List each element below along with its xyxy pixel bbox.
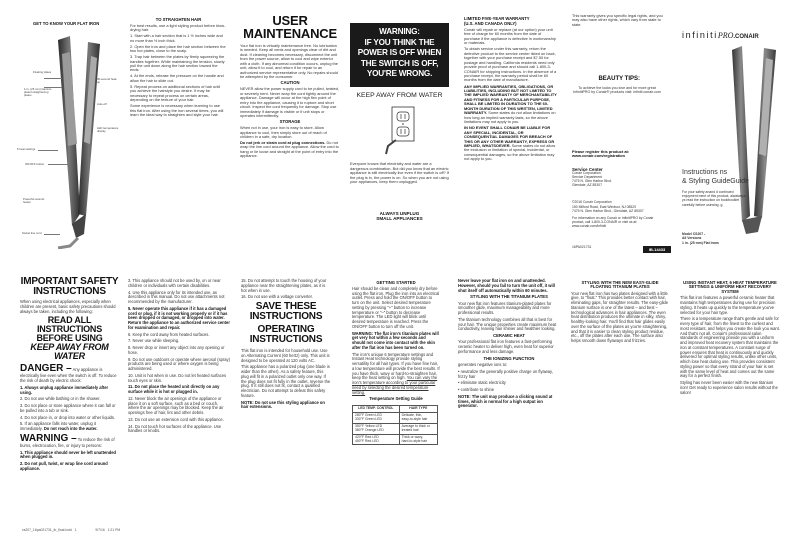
paragraph bbox=[128, 397, 230, 416]
text-run: CAUTION bbox=[280, 80, 300, 86]
straighten-hair-section bbox=[130, 16, 227, 119]
paragraph bbox=[20, 397, 119, 402]
text-run: 5. Repeat process on additional sections of hair until you achieve the hairstyle you desire. It may be necessary to repeat process on certain areas, depending on the texture of your hair. bbox=[130, 83, 221, 103]
text-run: 1. Start with a hair section that is 1 ½ inches wide and no more than ½ inch thick. bbox=[130, 33, 223, 43]
text-run: • contribute to shine bbox=[458, 387, 495, 393]
register-text: Please register this product at: www.conair.com/registration bbox=[572, 149, 630, 159]
text-run: 3. Trap hair between the plates by firmly squeezing the handles together. While maintaining the tension, slowly pull the unit down along the hair section toward the ends. bbox=[130, 54, 225, 73]
maintenance-title-1: USER bbox=[272, 13, 308, 28]
warning-line: IF YOU THINK THE bbox=[364, 37, 435, 47]
paragraph bbox=[130, 74, 227, 83]
table-header: LED TEMP. CONTROL bbox=[353, 406, 400, 413]
table-cell bbox=[353, 423, 400, 434]
text-run: There is a temperature range that's gentle and safe for every type of hair, from the finest to the curliest and most resistant, and helps you create the look you want. And that's not all. Conair's professional salon standards of engineering provide you with a uniform and improved heat recovery system that maintains the iron at constant temperatures. A constant surge of power ensures that heat is continuously and quickly delivered for optimal styling results, unlike other units, which lose heat during use. This provides consistent styling power so that every strand of your hair is set with the same level of heat and comes out the same way for a perfect finish. bbox=[680, 316, 780, 379]
paragraph bbox=[464, 47, 558, 83]
text-run: IN NO EVENT SHALL CONAIR BE LIABLE FOR ANY SPECIAL, INCIDENTAL, OR CONSEQUENTIAL DAMAGES FOR BREACH OF THIS OR ANY OTHER WARRANTY, EXPRESS OR IMPLIED, WHATSOEVER. bbox=[464, 125, 555, 149]
paragraph bbox=[128, 339, 230, 344]
section-heading bbox=[680, 281, 780, 295]
easy-glide-section bbox=[571, 279, 669, 346]
text-run: Some states do not allow limitations on how long an implied warranty lasts, so the above limitations may not apply to you. bbox=[464, 110, 556, 125]
cell-line: 450°F Red LED bbox=[355, 438, 379, 443]
safety-items-continued bbox=[128, 279, 230, 436]
paragraph bbox=[128, 279, 230, 289]
text-run: STORAGE bbox=[279, 119, 301, 125]
paragraph bbox=[128, 291, 230, 305]
text-run: 4. Do not place in, or drop into water or other liquids. bbox=[20, 414, 116, 420]
service-center-title: Service Center bbox=[572, 167, 603, 172]
section-heading bbox=[240, 81, 340, 85]
text-run: This flat iron features a powerful ceramic heater that maintains high temperatures during use for precision styling. It heats up quickly to the temperature you've selected for your hair type. bbox=[680, 295, 776, 315]
text-run: Do not wrap the line cord around the appliance. Allow the cord to hang or lie loose and straight at the point of entry into the appliance. bbox=[240, 140, 339, 159]
section-heading bbox=[458, 295, 560, 300]
text-run: NOTE: Do not use this styling appliance on hair extensions. bbox=[241, 399, 325, 410]
water-paragraph: Everyone knows that electricity and water are a dangerous combination. But did you know that an electric appliance is still electrically live even if the switch is off? If the plug is in, the power is on. So when you are not using your appliances, keep them unplugged. bbox=[350, 161, 449, 185]
text-run: Do not reach into the water. bbox=[43, 426, 98, 431]
section-heading bbox=[130, 18, 227, 22]
model-line: All Versions bbox=[682, 236, 702, 241]
operating-section bbox=[241, 279, 331, 412]
text-run: 9. Do not use outdoors or operate where aerosol (spray) products are being used or where oxygen is being administered. bbox=[128, 356, 230, 371]
paragraph bbox=[458, 388, 560, 393]
paragraph bbox=[680, 381, 780, 395]
paragraph bbox=[464, 126, 558, 162]
text-run: CERAMIC HEAT bbox=[493, 333, 525, 339]
text-run: Styling has never been easier with the new titanium iron! Get ready to experience salon results without the salon! bbox=[680, 380, 778, 395]
cell-line: treated hair bbox=[401, 427, 419, 432]
text-run: You can vary the iron's temperature according to your particular need by selecting the desired temperature setting. bbox=[352, 375, 438, 395]
text-run: When not in use, your iron is easy to store. Allow appliance to cool, then simply store out of reach of children in a safe, dry location. bbox=[240, 125, 327, 139]
service-line: Service Department bbox=[572, 174, 602, 179]
section-heading bbox=[240, 120, 340, 124]
paragraph bbox=[464, 85, 558, 125]
diagram-title: GET TO KNOW YOUR FLAT IRON bbox=[33, 21, 100, 26]
info-text: For information on any Conair or InfinitiPRO by Conair product, call 1-800-3-CONAIR or visit us at: www.conair.com/infiniti bbox=[572, 216, 654, 229]
paragraph bbox=[128, 374, 230, 384]
text-run: (U.S. AND CANADA ONLY) bbox=[464, 21, 517, 27]
paragraph bbox=[458, 395, 560, 409]
service-line: Conair Corporation bbox=[572, 171, 601, 175]
text-run: 4. At the ends, release the pressure on the handle and allow the hair to slide out. bbox=[130, 73, 224, 83]
text-run: Do not jerk or strain cord at plug connections. bbox=[240, 140, 326, 146]
flat-iron-cover-image bbox=[728, 46, 780, 236]
paragraph bbox=[241, 401, 331, 411]
label-heat-up: 30-second heat-up bbox=[97, 77, 118, 85]
text-run: 11. Do not place the heated unit directly on any surface while it is hot or plugged in. bbox=[128, 384, 220, 394]
text-run: USING INSTANT HEAT, 6 HEAT TEMPERATURE SETTINGS & UNIFORM HEAT RECOVERY SYSTEM bbox=[683, 279, 777, 294]
text-run: ANY IMPLIED WARRANTIES, OBLIGATIONS, OR LIABILITIES, INCLUDING BUT NOT LIMITED TO THE IMPLIED WARRANTY OF MERCHANTABILITY AND FITNESS FOR A PARTICULAR PURPOSE, SHALL BE LIMITED IN DURATION TO THE 60-MONTH DURATION OF THIS WRITTEN, LIMITED WARRANTY. bbox=[464, 83, 557, 116]
important-safety-section bbox=[20, 277, 119, 474]
paragraph bbox=[128, 418, 230, 423]
text-run: 6. Keep the cord away from heated surfaces. bbox=[128, 331, 210, 337]
text-run: WARNING: The flat iron's titanium plates will get very hot within a few seconds and should not come into contact with the skin after the flat iron has been turned on. bbox=[352, 330, 439, 350]
paragraph bbox=[241, 279, 331, 293]
print-slug: cs207_16pa021731_ib_final.indd 1 9/7/16 1:21 PM bbox=[22, 528, 121, 532]
paragraph bbox=[20, 404, 119, 414]
unplug-line-2: SMALL APPLIANCES bbox=[376, 216, 423, 222]
paragraph bbox=[458, 381, 560, 386]
cover-safety-text: For your safety anand d continued enjoyment ment of this product, alwalways ys read the instruction on bookbooklet carefully before usinsing. g. bbox=[682, 190, 746, 207]
paragraph bbox=[130, 85, 227, 103]
read-all-heading: READ ALL INSTRUCTIONS BEFORE USING bbox=[36, 315, 103, 344]
table-cell bbox=[399, 423, 437, 434]
unplug-line-1: ALWAYS UNPLUG bbox=[379, 211, 420, 216]
paragraph bbox=[458, 370, 560, 380]
address-line: 150 Milford Road, East Windsor, NJ 08520 bbox=[572, 205, 637, 210]
paragraph bbox=[128, 307, 230, 331]
text-run: 3. This appliance should not be used by, on or near children or individuals with certain disabilities. bbox=[128, 278, 221, 288]
paragraph bbox=[458, 363, 560, 368]
text-run: 2. Do not use while bathing or in the shower. bbox=[20, 396, 101, 402]
text-run: Temperature Setting Guide bbox=[369, 396, 423, 402]
text-run: 14. Do not touch hot surfaces of the appliance. Use handles or knobs. bbox=[128, 423, 222, 434]
paragraph bbox=[464, 28, 558, 46]
paragraph bbox=[130, 24, 227, 33]
paragraph bbox=[680, 317, 780, 379]
paragraph bbox=[128, 358, 230, 372]
warning-line: THE SWITCH IS OFF, bbox=[360, 58, 439, 68]
paragraph bbox=[458, 279, 560, 293]
paragraph bbox=[128, 385, 230, 395]
section-heading bbox=[571, 281, 669, 291]
text-run: Your new flat iron features titanium-plated plates for smoother glide, maximum manageability and more professional results. bbox=[458, 300, 552, 316]
ib-badge: IB-14433 bbox=[643, 246, 671, 253]
table-row bbox=[353, 423, 438, 434]
warranty-section bbox=[464, 17, 558, 163]
section-heading bbox=[352, 397, 440, 402]
cover-title-1: Instructions ns bbox=[682, 169, 728, 176]
label-titanium-plates: 1-in. (25 mm) titanium-plated straightening plates bbox=[24, 87, 53, 98]
cell-line: hard-to-style hair bbox=[401, 438, 428, 443]
paragraph bbox=[128, 333, 230, 338]
text-run: Hair should be clean and completely dry before using the flat iron. Plug the iron into an electrical outlet. Press and hold the ON/OFF button to turn on the unit. Select desired temperature setting by pressing "+" button to increase temperature or "–" button to decrease temperature. The LED light will blink until desired temperature is reached. Press the ON/OFF button to turn off the unit. bbox=[352, 285, 440, 329]
cell-line: Average to thick or bbox=[401, 423, 430, 428]
cell-line: 350°F Yellow LED bbox=[355, 423, 383, 428]
label-auto-off: Auto-off bbox=[97, 102, 107, 106]
label-floating-plates: Floating plates bbox=[33, 70, 52, 74]
section-heading bbox=[458, 357, 560, 362]
cover-title-2: & Styling GuideGuide bbox=[682, 178, 749, 185]
warning-lead: WARNING – bbox=[20, 432, 77, 444]
infiniti-pro-logo: infinitiPRO.CONAIR bbox=[682, 30, 759, 40]
text-run: Never leave your flat iron on and unattended. However, should you fail to turn the unit off, it will shut itself off automatically within 60 minutes. bbox=[458, 278, 555, 293]
section-heading bbox=[458, 334, 560, 339]
text-run: 16. Do not use with a voltage converter. bbox=[241, 294, 313, 300]
label-led-display: LED temperature display bbox=[97, 126, 119, 134]
warning-line: POWER IS OFF WHEN bbox=[357, 48, 442, 57]
address-line: 7475 N. Glen Harbor Blvd., Glendale, AZ 85307 bbox=[572, 209, 644, 214]
paragraph bbox=[240, 87, 340, 118]
text-run: LIMITED FIVE-YEAR WARRANTY bbox=[464, 16, 530, 21]
paragraph bbox=[20, 416, 119, 421]
model-line: Model CS207 - bbox=[682, 232, 706, 236]
table-header: HAIR TYPE bbox=[399, 406, 437, 413]
table-cell bbox=[353, 413, 400, 424]
text-run: To obtain service under this warranty, return the defective product to the service center listed on back, together with your purchase receipt and $7.50 for postage and handling. California residents need only provide proof of purchase and should call 1-800-3-CONAIR for shipping instructions. In the absence of a purchase receipt, the warranty period shall be 60 months from the date of manufacture. bbox=[464, 46, 557, 83]
label-swivel-cord: Swivel line cord bbox=[22, 231, 42, 235]
paragraph bbox=[240, 126, 340, 139]
cell-line: 330°F Green LED bbox=[355, 416, 382, 421]
paragraph bbox=[241, 295, 331, 300]
text-run: STYLING WITH THE TITANIUM PLATES bbox=[470, 294, 548, 300]
paragraph bbox=[240, 44, 340, 80]
text-run: • eliminate static electricity bbox=[458, 380, 506, 386]
user-maintenance-section bbox=[240, 14, 340, 160]
save-instructions-title: SAVE THESE INSTRUCTIONS bbox=[249, 301, 323, 322]
paragraph bbox=[20, 451, 119, 461]
flat-iron-illustration bbox=[50, 34, 110, 249]
text-run: THE IONIZING FUNCTION bbox=[483, 355, 535, 361]
text-run: The titanium technology combines all that is best for your hair. The unique properties create maximum heat conductivity, leaving hair shinier and healthier looking. bbox=[458, 316, 557, 332]
warning-line: YOU'RE WRONG. bbox=[366, 69, 433, 78]
titanium-plates-section bbox=[458, 279, 560, 411]
text-run: TO STRAIGHTEN HAIR bbox=[155, 16, 202, 22]
service-line: 7475 N. Glen Harbor Blvd. bbox=[572, 178, 612, 183]
paragraph bbox=[128, 425, 230, 435]
outlet-plug-icon bbox=[378, 106, 418, 156]
label-on-off-button: ON/OFF button bbox=[25, 162, 45, 166]
text-run: STYLING WITH THE NEW EASY-GLIDE FLOATING TITANIUM PLATES bbox=[581, 279, 659, 290]
text-run: 4. Use this appliance only for its intended use, as described in this manual. Do not use attachments not recommended by the manufacturer. bbox=[128, 289, 225, 304]
text-run: NEVER allow the power supply cord to be pulled, twisted, or severely bent. Never wrap the cord tightly around the appliance. Damage will occur at the high flex point of entry into the appliance, causing it to rupture and short circuit. Inspect the cord frequently for damage. Stop use immediately if damage is visible or if unit stops or operates intermittently. bbox=[240, 86, 340, 118]
text-run: The iron's unique 6 temperature settings and Instant Heat technology provide styling versatility for all hair types. If you have fine hair, a low temperature will provide the best results. If you have thick, wavy or hard-to-straighten hair, keep the heat setting on high. bbox=[352, 351, 440, 381]
label-heat-settings: 6 heat settings bbox=[17, 147, 36, 151]
paragraph bbox=[352, 332, 440, 351]
text-run: Your professional flat iron features a fast-performing ceramic heater to deliver high, even heat for superior performance and less damage. bbox=[458, 339, 554, 354]
service-line: Glendale, AZ 85307 bbox=[572, 182, 602, 187]
keep-away-water-heading: KEEP AWAY FROM WATER bbox=[30, 342, 109, 362]
keep-away-heading: KEEP AWAY FROM WATER bbox=[356, 92, 443, 99]
paragraph bbox=[458, 340, 560, 354]
legal-rights-text: This warranty gives you specific legal rights, and you may also have other rights, which vary from state to state. bbox=[572, 13, 663, 27]
instant-heat-section bbox=[680, 279, 780, 397]
paragraph bbox=[240, 141, 340, 159]
cell-line: Delicate, thin, bbox=[401, 413, 423, 417]
text-run: Conair will repair or replace (at our option) your unit free of charge for 60 months from the date of purchase if the appliance is defective in workmanship or materials. bbox=[464, 26, 556, 46]
cell-line: 380°F Orange LED bbox=[355, 427, 384, 432]
part-code: 16PA021731 bbox=[572, 245, 592, 249]
text-run: 1. This appliance should never be left unattended when plugged in. bbox=[20, 449, 116, 460]
text-run: 8. Never drop or insert any object into any opening or hose. bbox=[128, 345, 225, 355]
table-cell bbox=[399, 434, 437, 445]
text-run: • neutralize the generally positive charge on flyaway, frizzy hair bbox=[458, 368, 553, 379]
text-run: 1. Always unplug appliance immediately after using. bbox=[20, 384, 109, 395]
paragraph bbox=[20, 386, 119, 396]
text-run: 15. Do not attempt to touch the housing of your appliance near the straightening plates, as it is hot when in use. bbox=[241, 278, 327, 293]
text-run: 5. If an appliance falls into water, unplug it immediately. bbox=[20, 421, 97, 431]
text-run: This appliance has a polarized plug (one blade is wider than the other). As a safety feature, this plug will fit in a polarized outlet only one way. If the plug does not fit fully in the outlet, reverse the plug. If it still does not fit, contact a qualified electrician. Do not attempt to defeat this safety feature. bbox=[241, 364, 331, 398]
operating-instructions-title: OPERATING INSTRUCTIONS bbox=[249, 324, 323, 345]
cell-line: Thick or wavy, bbox=[401, 434, 424, 439]
text-run: Some experience is necessary when learning to use this flat iron. After using the iron several times, you will learn the ideal way to straighten and style your hair. bbox=[130, 103, 224, 118]
text-run: 5. Never operate this appliance if it has a damaged cord or plug, if it is not working properly or if it has been dropped or damaged, or dropped into water. Return the appliance to an authorized service center for examination and repair. bbox=[128, 305, 230, 330]
warning-line: WARNING: bbox=[379, 27, 420, 36]
danger-lead: DANGER – bbox=[20, 363, 72, 375]
warning-box bbox=[350, 23, 449, 87]
danger-text: Any appliance is electrically live even when the switch is off. To reduce the risk of death by electric shock: bbox=[20, 367, 117, 383]
table-cell bbox=[399, 413, 437, 424]
paragraph bbox=[571, 292, 669, 344]
paragraph bbox=[130, 55, 227, 73]
paragraph bbox=[128, 346, 230, 356]
beauty-tips-text: To achieve the looks you love and for more great InfinitiPRO by Conair® products visit: infiniti.conair.com bbox=[573, 86, 661, 95]
model-line: 1 in. (25 mm) Flat Irons bbox=[682, 240, 719, 245]
text-run: 2. Open the iron and place the hair section between the two hot plates, close to the scalp. bbox=[130, 43, 226, 53]
text-run: This flat iron is intended for household use. Use on Alternating Current (60 hertz) only. This unit is designed to be operated at 120 volts AC. bbox=[241, 348, 330, 363]
getting-started-section bbox=[352, 279, 440, 445]
section-heading bbox=[352, 281, 440, 286]
safety-intro: When using electrical appliances, especially when children are present, basic safety precautions should always be taken, including the following: bbox=[20, 299, 116, 314]
cell-line: easy-to-style hair bbox=[401, 416, 428, 421]
safety-title: IMPORTANT SAFETY INSTRUCTIONS bbox=[20, 276, 119, 297]
paragraph bbox=[20, 422, 119, 432]
maintenance-title-2: MAINTENANCE bbox=[243, 26, 337, 41]
table-row bbox=[353, 434, 438, 445]
text-run: 13. Do not use an extension cord with this appliance. bbox=[128, 416, 224, 422]
paragraph bbox=[352, 287, 440, 330]
paragraph bbox=[458, 318, 560, 332]
text-run: 3. Do not place or store appliance where it can fall or be pulled into a tub or sink. bbox=[20, 403, 116, 413]
text-run: Some states do not allow the exclusion or limitation of special, incidental, or consequential damages, so the above limitation may not apply to you. bbox=[464, 143, 556, 162]
copyright: ©2016 Conair Corporation bbox=[572, 200, 612, 204]
warning-text: To reduce the risk of burns, electrocution, fire, or injury to persons: bbox=[20, 436, 115, 448]
text-run: NOTE: The unit may produce a clicking sound at times, which is normal for a high output ion generator. bbox=[458, 393, 553, 409]
text-run: 12. Never block the air openings of the appliance or place it on a soft surface, such as a bed or couch, where the air openings may be blocked. Keep the air openings free of hair, lint and other debris. bbox=[128, 395, 224, 415]
text-run: 7. Never use while sleeping. bbox=[128, 338, 180, 344]
text-run: For best results, use a light styling product before blow-drying hair. bbox=[130, 22, 226, 32]
paragraph bbox=[20, 462, 119, 472]
text-run: 2. Do not pull, twist, or wrap line cord around appliance. bbox=[20, 461, 108, 471]
text-run: generates negative ions to: bbox=[458, 362, 508, 368]
paragraph bbox=[130, 104, 227, 117]
beauty-tips-title: BEAUTY TIPS: bbox=[598, 76, 640, 82]
paragraph bbox=[130, 45, 227, 54]
paragraph bbox=[680, 296, 780, 315]
paragraph bbox=[241, 349, 331, 363]
text-run: Your new flat iron has two plates designed with a little give, to "float." This provides better contact with hair, eliminating gaps, for straighter results. The easy-glide titanium surface is one of the latest – and best – technological advances in hair appliances. The even heat distribution produces the ultimate in silky, shiny, healthy-looking hair. You'll find that hair glides easily over the surface of the plates as you're straightening, and that it is easier to clean styling product residue, etc., off the plates after each use. The surface also helps smooth down flyaways and frizzies. bbox=[571, 290, 669, 344]
label-ceramic-heater: Powerful ceramic heater bbox=[23, 197, 45, 205]
temperature-setting-table bbox=[352, 405, 438, 445]
paragraph bbox=[352, 353, 440, 396]
paragraph bbox=[458, 302, 560, 316]
paragraph bbox=[130, 34, 227, 43]
paragraph bbox=[241, 365, 331, 398]
table-row bbox=[353, 413, 438, 424]
text-run: 10. Unit is hot when in use. Do not let heated surfaces touch eyes or skin. bbox=[128, 372, 227, 383]
table-cell bbox=[353, 434, 400, 445]
text-run: Your flat iron is virtually maintenance free. No lubrication is needed. Keep all vents and openings clear of dirt and dust. If cleaning becomes necessary, disconnect the unit from the power source, allow to cool and wipe exterior with a cloth. If any abnormal condition occurs, unplug the unit, allow it to cool, and return it for repair to an authorized service representative only. No repairs should be attempted by the consumer. bbox=[240, 43, 338, 80]
cell-line: 280°F Green LED bbox=[355, 413, 382, 417]
text-run: GETTING STARTED bbox=[376, 279, 416, 285]
cell-line: 420°F Red LED bbox=[355, 434, 379, 439]
